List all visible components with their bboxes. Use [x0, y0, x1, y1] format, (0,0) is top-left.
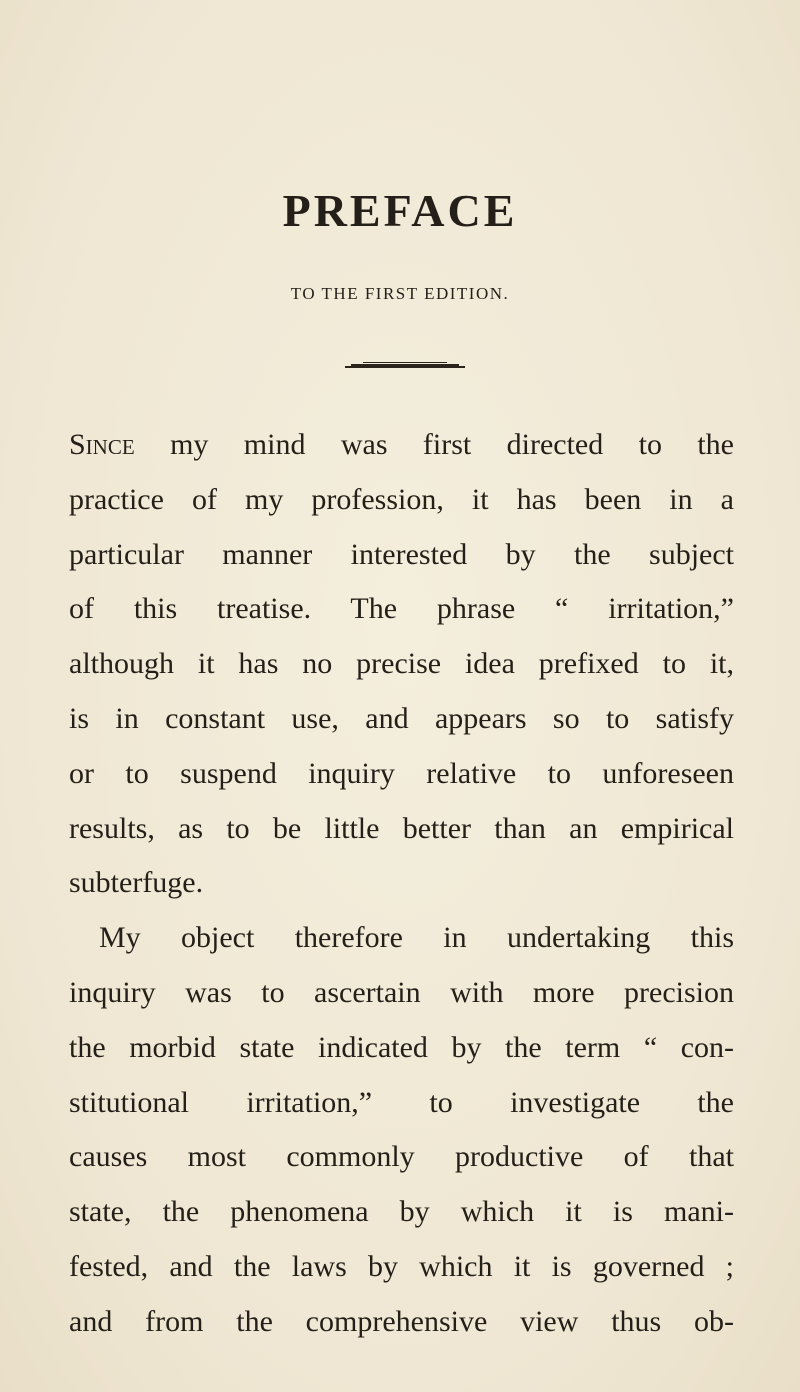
- text-line-8: results, as to be little better than an empirical: [69, 811, 734, 845]
- text-line-7: or to suspend inquiry relative to unforeseen: [69, 756, 734, 790]
- text-line-16: fested, and the laws by which it is governed ;: [69, 1249, 734, 1283]
- text-line-15: state, the phenomena by which it is mani-: [69, 1195, 734, 1229]
- page-subtitle: TO THE FIRST EDITION.: [290, 284, 510, 303]
- text-line-3: particular manner interested by the subject: [69, 537, 734, 571]
- text-line-6: is in constant use, and appears so to satisfy: [69, 701, 734, 735]
- decorative-rule: [345, 362, 465, 368]
- text-line-11: inquiry was to ascertain with more precision: [69, 975, 734, 1009]
- text-line-9: subterfuge.: [69, 866, 204, 900]
- text-line-5: although it has no precise idea prefixed to it,: [69, 647, 734, 681]
- preface-text: [69, 418, 734, 1350]
- text-line-17: and from the comprehensive view thus ob-: [69, 1304, 734, 1338]
- text-line-4: of this treatise. The phrase “ irritation,”: [69, 592, 734, 626]
- text-line-10: My object therefore in undertaking this: [99, 921, 734, 955]
- text-line-14: causes most commonly productive of that: [69, 1140, 734, 1174]
- text-line-12: the morbid state indicated by the term “ con-: [69, 1030, 734, 1064]
- page-title: PREFACE: [282, 185, 518, 236]
- text-line-2: practice of my profession, it has been in a: [69, 482, 734, 516]
- text-line-1: Since my mind was first directed to the: [69, 428, 734, 461]
- text-line-13: stitutional irritation,” to investigate the: [69, 1085, 734, 1119]
- lead-word: Since: [69, 428, 135, 461]
